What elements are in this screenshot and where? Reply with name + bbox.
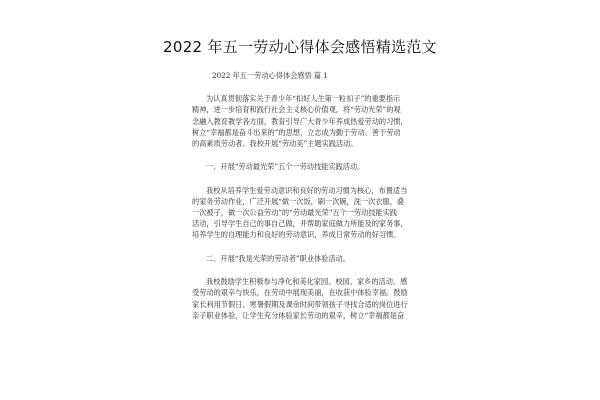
paragraph-line: 培养学生的自理能力和良好的劳动意识，养成日常劳动的好习惯。 xyxy=(192,230,401,240)
paragraph-line: 念融入教育教学各方面，教育引导广大青少年养成热爱劳动的习惯， xyxy=(192,116,408,126)
section-heading-2 xyxy=(192,253,414,264)
document-title: 2022 年五一劳动心得体会感悟精选范文 xyxy=(163,38,437,56)
paragraph-line: 亲子职业体验，让学生充分体验家长劳动的艰辛，树立“幸福都是奋 xyxy=(192,310,405,320)
document-body xyxy=(192,70,414,321)
paragraph-line: 树立“幸福都是奋斗出来的”的思想，立志成为勤于劳动、善于劳动 xyxy=(192,127,401,137)
section-subtitle: 2022 年五一劳动心得体会感悟 篇 1 xyxy=(212,71,328,80)
section-heading: 一、开展“劳动最光荣”五个一劳动技能实践活动。 xyxy=(206,162,365,172)
paragraph-line: 受劳动的艰辛与快乐，在劳动中展现美丽，在收获中体验幸福。鼓励 xyxy=(192,288,408,298)
paragraph-line: 一次被子，做一次公益劳动”的“劳动最光荣”五个一劳动技能实践 xyxy=(192,208,398,218)
paragraph-line: 我校鼓励学生积极参与净化和美化家园、校园、家乡的活动，感 xyxy=(206,277,408,287)
paragraph-3 xyxy=(192,276,414,321)
section-heading-1 xyxy=(192,161,414,172)
paragraph-line: 活动，引导学生自己的事自己做，并帮助家庭做力所能及的家务事， xyxy=(192,219,408,229)
section-heading: 二、开展“我是光荣的劳动者”职业体验活动。 xyxy=(206,253,350,263)
paragraph-line: 为认真贯彻落实关于青少年“扣好人生第一粒扣子”的重要指示 xyxy=(206,94,401,104)
paragraph-line: 的高素质劳动者。我校开展“劳动美”主题实践活动。 xyxy=(192,138,358,148)
paragraph-line: 的家务劳动作业，广泛开展“做一次饭，刷一次碗，洗一次衣服，叠 xyxy=(192,196,405,206)
paragraph-line: 精神，进一步培育和践行社会主义核心价值观，将“劳动光荣”的观 xyxy=(192,105,401,115)
paragraph-line: 我校从培养学生爱劳动意识和良好的劳动习惯为核心，布置适当 xyxy=(206,185,408,195)
paragraph-1 xyxy=(192,93,414,149)
paragraph-line: 家长利用节假日、寒暑假期及课余时间带领孩子寻找合适的岗位进行 xyxy=(192,299,408,309)
paragraph-2 xyxy=(192,185,414,241)
